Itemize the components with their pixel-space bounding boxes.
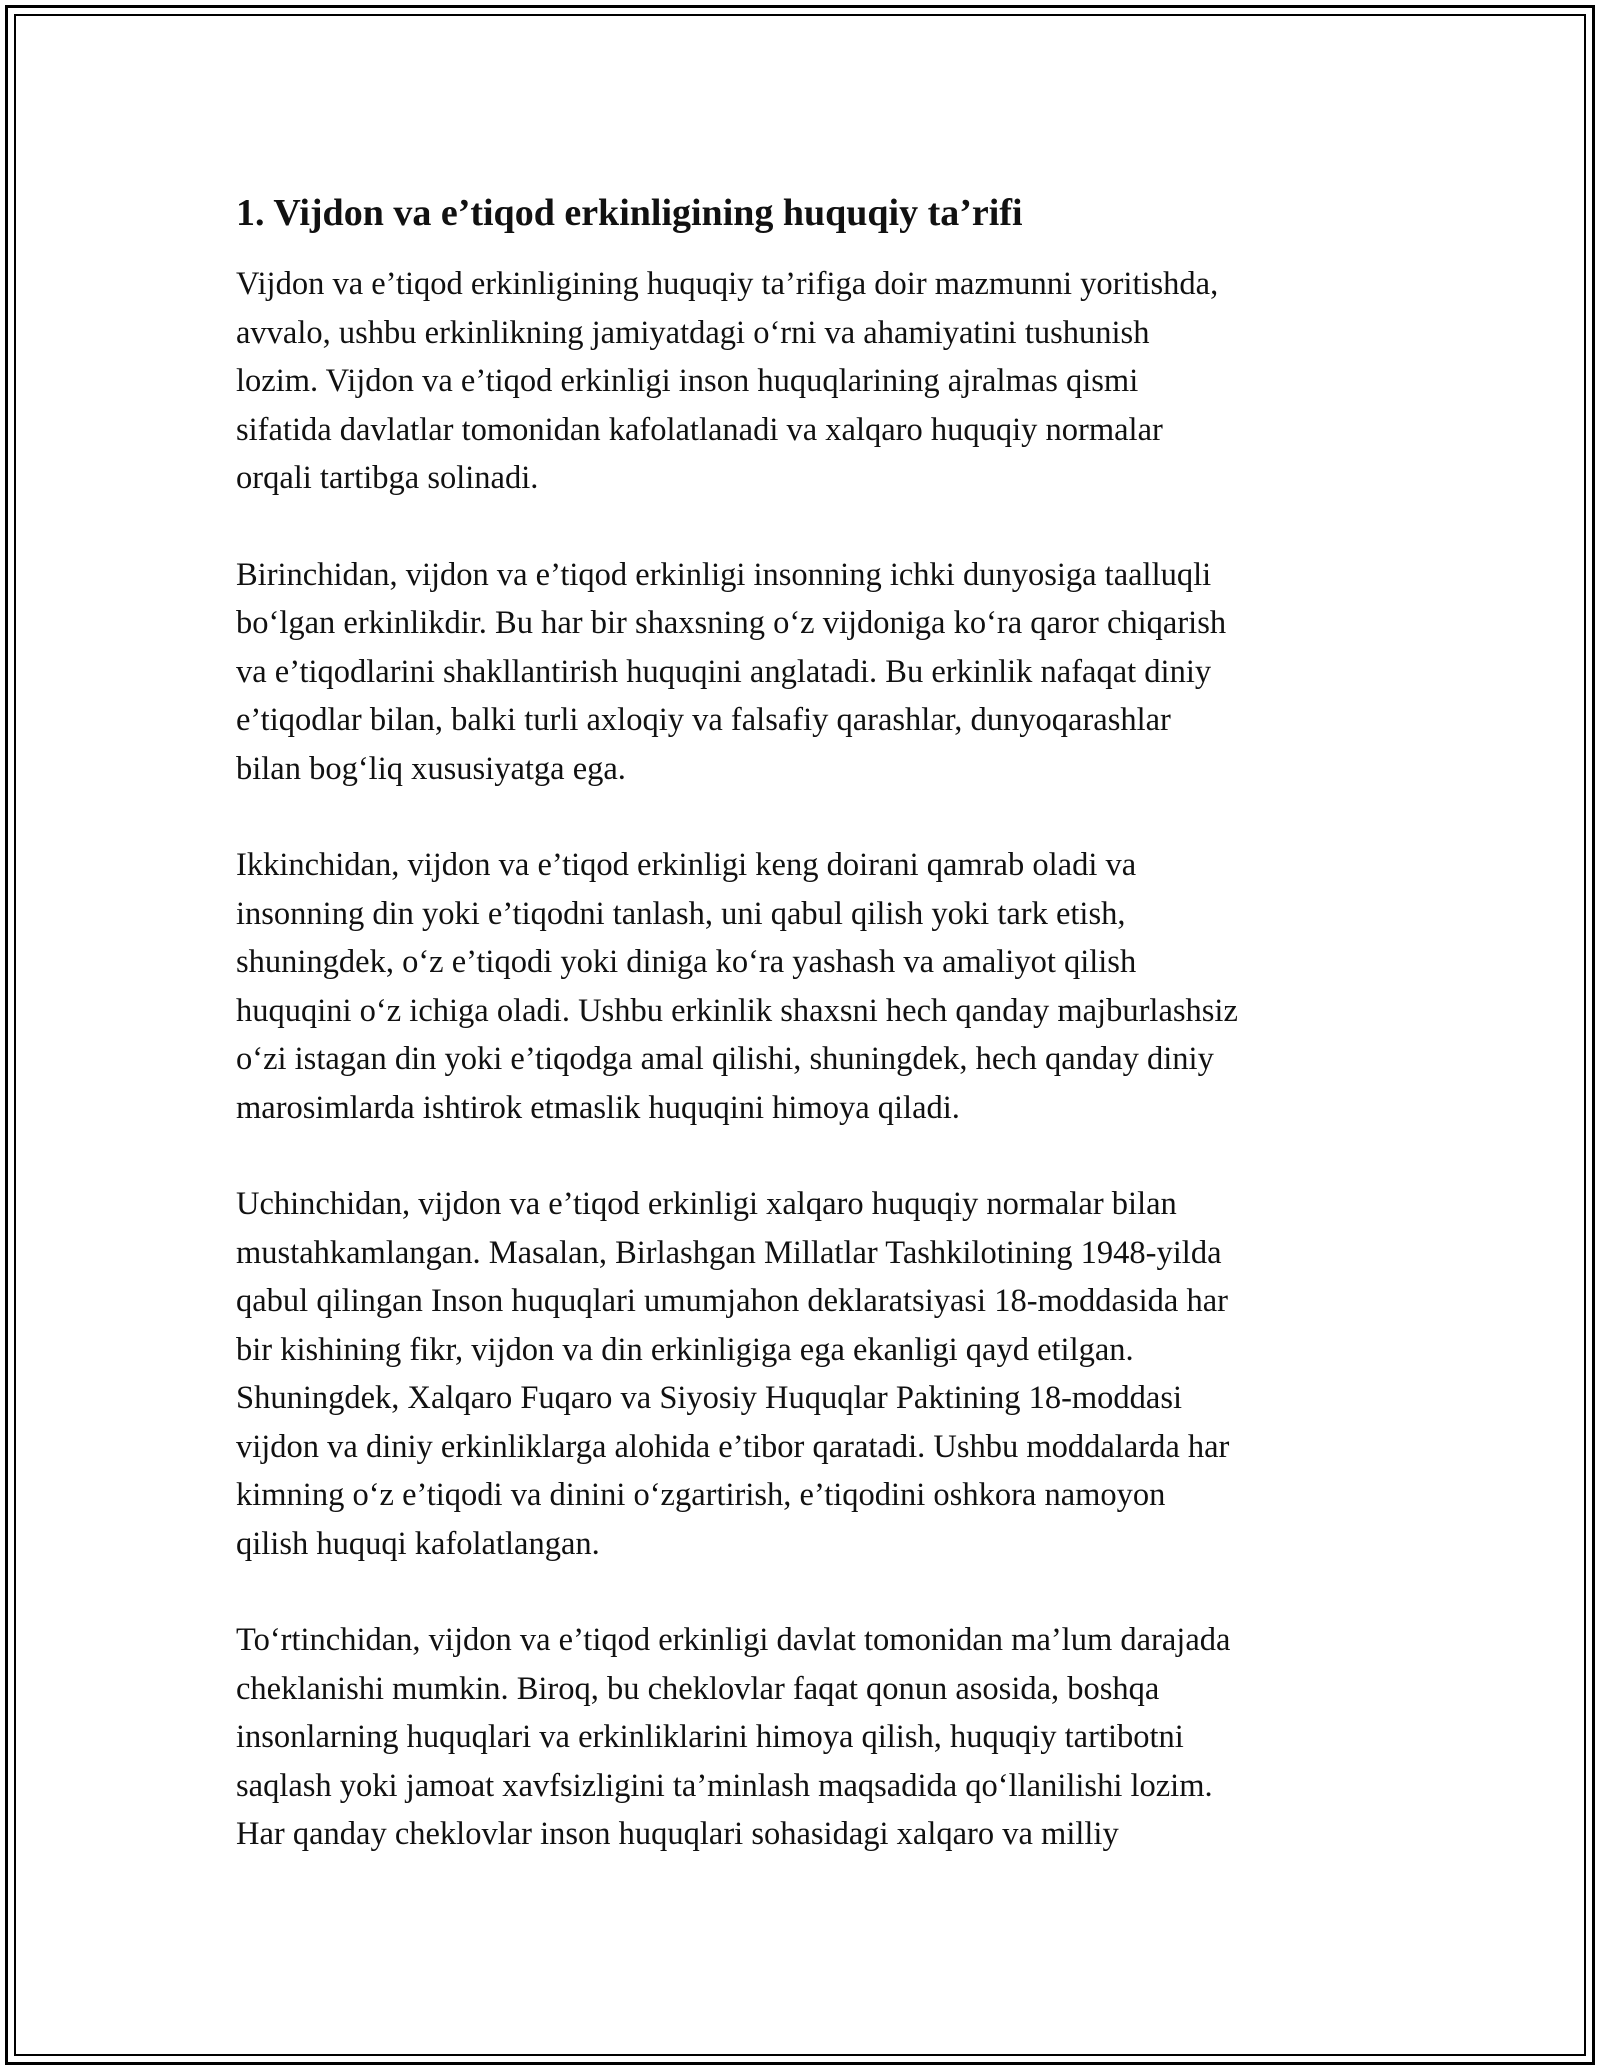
section-heading: 1. Vijdon va e’tiqod erkinligining huquqiy ta’rifi [236, 192, 1023, 234]
paragraph-line: kimning o‘z e’tiqodi va dinini o‘zgartirish, e’tiqodini oshkora namoyon [236, 1477, 1166, 1513]
paragraph-line: o‘zi istagan din yoki e’tiqodga amal qilishi, shuningdek, hech qanday diniy [236, 1041, 1214, 1077]
paragraph-line: qilish huquqi kafolatlangan. [236, 1525, 600, 1562]
paragraph-line: cheklanishi mumkin. Biroq, bu cheklovlar faqat qonun asosida, boshqa [236, 1670, 1160, 1707]
paragraph-line: e’tiqodlar bilan, balki turli axloqiy va falsafiy qarashlar, dunyoqarashlar [236, 702, 1171, 738]
paragraph-line: bir kishining fikr, vijdon va din erkinligiga ega ekanligi qayd etilgan. [236, 1331, 1134, 1368]
paragraph-line: insonlarning huquqlari va erkinliklarini himoya qilish, huquqiy tartibotni [236, 1719, 1184, 1755]
paragraph-line: avvalo, ushbu erkinlikning jamiyatdagi o‘rni va ahamiyatini tushunish [236, 314, 1150, 351]
paragraph-line: saqlash yoki jamoat xavfsizligini ta’minlash maqsadida qo‘llanilishi lozim. [236, 1767, 1213, 1804]
paragraph-line: marosimlarda ishtirok etmaslik huquqini himoya qiladi. [236, 1089, 960, 1126]
paragraph [236, 551, 1386, 794]
document-body [236, 186, 1386, 1907]
paragraph-line: Birinchidan, vijdon va e’tiqod erkinligi insonning ichki dunyosiga taalluqli [236, 556, 1212, 593]
paragraph-line: bilan bog‘liq xususiyatga ega. [236, 750, 626, 787]
paragraph-line: Ikkinchidan, vijdon va e’tiqod erkinligi keng doirani qamrab oladi va [236, 847, 1137, 883]
paragraph-line: Uchinchidan, vijdon va e’tiqod erkinligi xalqaro huquqiy normalar bilan [236, 1186, 1177, 1222]
paragraph [236, 841, 1386, 1132]
paragraph-line: shuningdek, o‘z e’tiqodi yoki diniga ko‘ra yashash va amaliyot qilish [236, 944, 1137, 980]
paragraph-list [236, 260, 1386, 1859]
paragraph-line: mustahkamlangan. Masalan, Birlashgan Millatlar Tashkilotining 1948-yilda [236, 1234, 1222, 1271]
paragraph-line: Vijdon va e’tiqod erkinligining huquqiy ta’rifiga doir mazmunni yoritishda, [236, 266, 1219, 302]
paragraph [236, 260, 1386, 503]
paragraph-line: To‘rtinchidan, vijdon va e’tiqod erkinligi davlat tomonidan ma’lum darajada [236, 1622, 1231, 1658]
paragraph [236, 1180, 1386, 1568]
paragraph-line: Shuningdek, Xalqaro Fuqaro va Siyosiy Huquqlar Paktining 18-moddasi [236, 1380, 1183, 1416]
paragraph-line: vijdon va diniy erkinliklarga alohida e’tibor qaratadi. Ushbu moddalarda har [236, 1428, 1230, 1465]
paragraph-line: huquqini o‘z ichiga oladi. Ushbu erkinlik shaxsni hech qanday majburlashsiz [236, 992, 1238, 1029]
paragraph-line: bo‘lgan erkinlikdir. Bu har bir shaxsning o‘z vijdoniga ko‘ra qaror chiqarish [236, 605, 1227, 641]
paragraph-line: sifatida davlatlar tomonidan kafolatlanadi va xalqaro huquqiy normalar [236, 411, 1163, 448]
paragraph-line: insonning din yoki e’tiqodni tanlash, uni qabul qilish yoki tark etish, [236, 895, 1126, 932]
paragraph-line: qabul qilingan Inson huquqlari umumjahon deklaratsiyasi 18-moddasida har [236, 1283, 1228, 1319]
paragraph-line: lozim. Vijdon va e’tiqod erkinligi inson huquqlarining ajralmas qismi [236, 363, 1139, 399]
paragraph-line: va e’tiqodlarini shakllantirish huquqini anglatadi. Bu erkinlik nafaqat diniy [236, 653, 1212, 690]
paragraph-line: Har qanday cheklovlar inson huquqlari sohasidagi xalqaro va milliy [236, 1816, 1119, 1852]
paragraph-line: orqali tartibga solinadi. [236, 460, 539, 496]
paragraph [236, 1616, 1386, 1859]
